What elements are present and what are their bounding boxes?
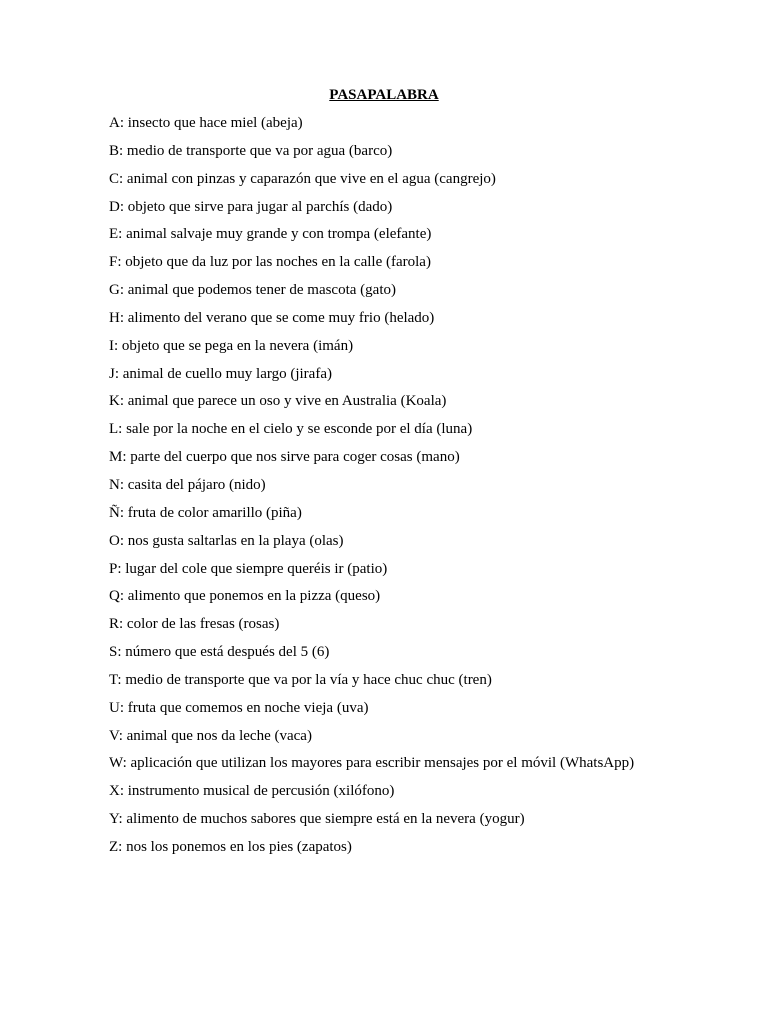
clue-item-z: Z: nos los ponemos en los pies (zapatos): [109, 838, 352, 855]
clue-item-w: W: aplicación que utilizan los mayores para escribir mensajes por el móvil (WhatsApp): [109, 755, 635, 772]
clue-item-y: Y: alimento de muchos sabores que siempre está en la nevera (yogur): [109, 811, 525, 828]
clue-item-p: P: lugar del cole que siempre queréis ir (patio): [109, 560, 388, 577]
clue-item-n: N: casita del pájaro (nido): [109, 476, 266, 493]
clue-item-t: T: medio de transporte que va por la vía y hace chuc chuc (tren): [109, 671, 492, 688]
clue-item-s: S: número que está después del 5 (6): [109, 644, 330, 661]
clue-item-i: I: objeto que se pega en la nevera (imán): [109, 337, 354, 354]
document-title: PASAPALABRA: [329, 87, 439, 103]
clue-item-c: C: animal con pinzas y caparazón que vive en el agua (cangrejo): [109, 170, 496, 187]
clue-item-g: G: animal que podemos tener de mascota (gato): [109, 282, 396, 299]
clue-item-r: R: color de las fresas (rosas): [109, 616, 280, 633]
clue-item-u: U: fruta que comemos en noche vieja (uva): [109, 699, 369, 716]
clue-item-x: X: instrumento musical de percusión (xilófono): [109, 783, 395, 800]
clue-item-q: Q: alimento que ponemos en la pizza (queso): [109, 588, 381, 605]
clue-item-v: V: animal que nos da leche (vaca): [109, 727, 312, 744]
clue-item-f: F: objeto que da luz por las noches en la calle (farola): [109, 254, 431, 271]
clue-item-d: D: objeto que sirve para jugar al parchís (dado): [109, 198, 393, 215]
clue-item-m: M: parte del cuerpo que nos sirve para coger cosas (mano): [109, 449, 460, 466]
clue-item-b: B: medio de transporte que va por agua (barco): [109, 142, 393, 159]
clue-item-h: H: alimento del verano que se come muy frio (helado): [109, 309, 435, 326]
clue-item-o: O: nos gusta saltarlas en la playa (olas): [109, 532, 344, 549]
clue-item-enie: Ñ: fruta de color amarillo (piña): [109, 504, 302, 521]
clue-list: [109, 113, 759, 865]
clue-item-j: J: animal de cuello muy largo (jirafa): [109, 365, 332, 382]
clue-item-k: K: animal que parece un oso y vive en Australia (Koala): [109, 393, 447, 410]
clue-item-l: L: sale por la noche en el cielo y se esconde por el día (luna): [109, 421, 473, 438]
clue-item-e: E: animal salvaje muy grande y con trompa (elefante): [109, 226, 432, 243]
clue-item-a: A: insecto que hace miel (abeja): [109, 115, 303, 131]
